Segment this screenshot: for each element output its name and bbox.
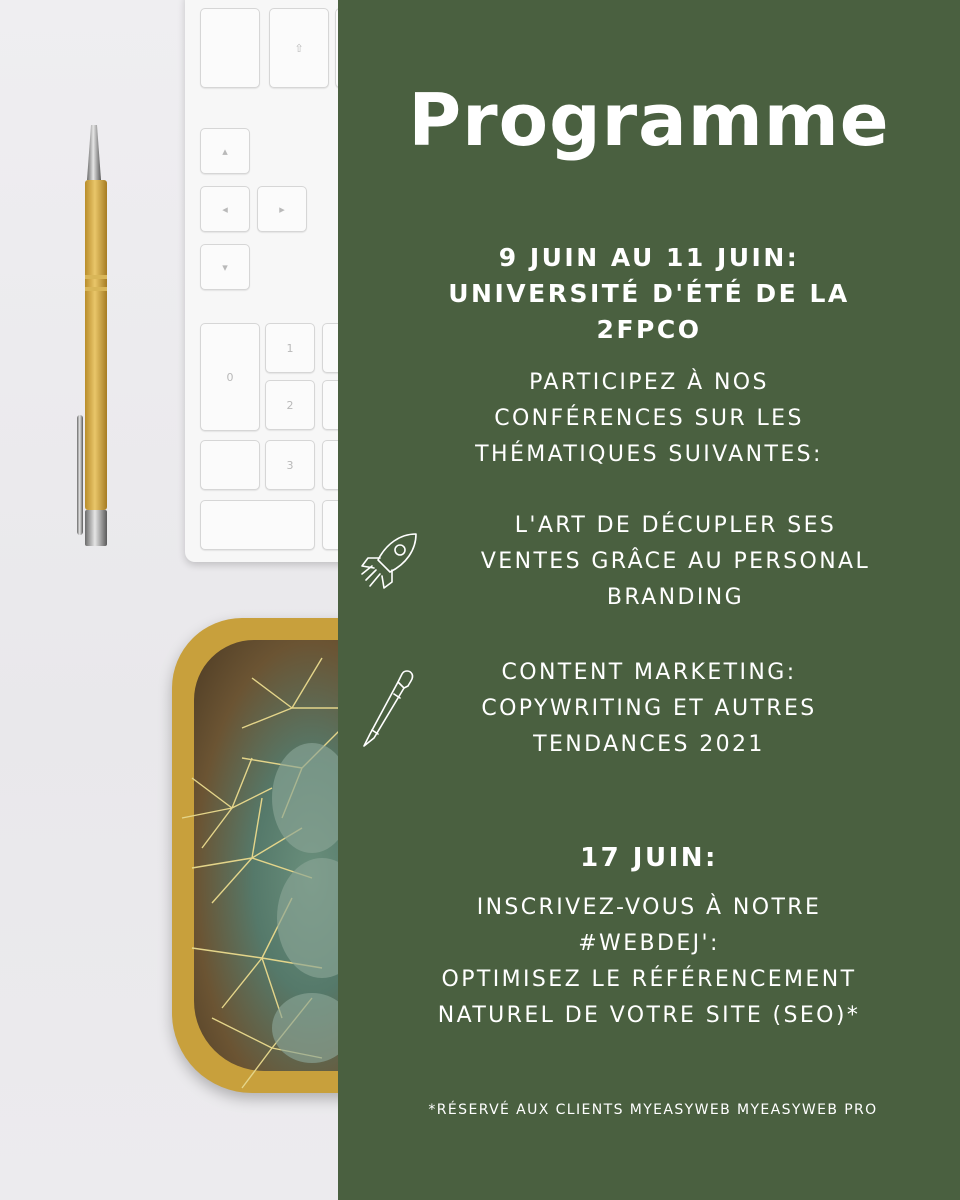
topic1-line2: VENTES GRÂCE AU PERSONAL [480,549,871,574]
section1-date-line1: 9 JUIN AU 11 JUIN: [498,243,800,272]
keyboard-key: 0 [200,323,260,431]
section1-date-line2: UNIVERSITÉ D'ÉTÉ DE LA [448,279,850,308]
topic1-line3: BRANDING [606,585,745,610]
section2-line4: NATUREL DE VOTRE SITE (SEO)* [437,1003,861,1028]
topic2-line1: CONTENT MARKETING: [501,660,797,685]
keyboard-key: ▴ [200,128,250,174]
keyboard-key [322,323,338,373]
keyboard-key [322,380,338,430]
keyboard-key [322,440,338,490]
keyboard-key: 1 [265,323,315,373]
topic1 [408,508,943,616]
page-title: Programme [408,78,890,162]
section1-intro [338,365,960,473]
keyboard-image [185,0,338,562]
section2-line1: INSCRIVEZ-VOUS À NOTRE [476,895,822,920]
keyboard-key: ⇧ [269,8,329,88]
cactus-spines [172,618,338,1093]
keyboard-key [200,500,315,550]
keyboard-key: ◂ [200,186,250,232]
cactus-image [172,618,338,1093]
intro-line3: THÉMATIQUES SUIVANTES: [475,442,823,467]
keyboard-key: 3 [265,440,315,490]
intro-line1: PARTICIPEZ À NOS [529,370,769,395]
section2-line2: #WEBDEJ': [578,931,720,956]
gold-pen-image [77,125,111,550]
keyboard-key [200,8,260,88]
keyboard-key: ▾ [200,244,250,290]
keyboard-key: 2 [265,380,315,430]
section1-heading [338,240,960,348]
footnote: *RÉSERVÉ AUX CLIENTS MYEASYWEB MYEASYWEB PRO [428,1102,878,1118]
keyboard-key [200,440,260,490]
section2-date: 17 JUIN: [580,843,718,873]
topic1-line1: L'ART DE DÉCUPLER SES [514,513,837,538]
keyboard-key [322,500,338,550]
section2-line3: OPTIMISEZ LE RÉFÉRENCEMENT [441,967,857,992]
section2-text [338,890,960,1034]
intro-line2: CONFÉRENCES SUR LES [494,406,804,431]
background-photo [0,0,338,1200]
topic2-line2: COPYWRITING ET AUTRES [481,696,817,721]
topic2-line3: TENDANCES 2021 [533,732,765,757]
program-panel [338,0,960,1200]
keyboard-key: ▸ [257,186,307,232]
topic2 [378,655,920,763]
section1-date-line3: 2FPCO [596,315,702,344]
